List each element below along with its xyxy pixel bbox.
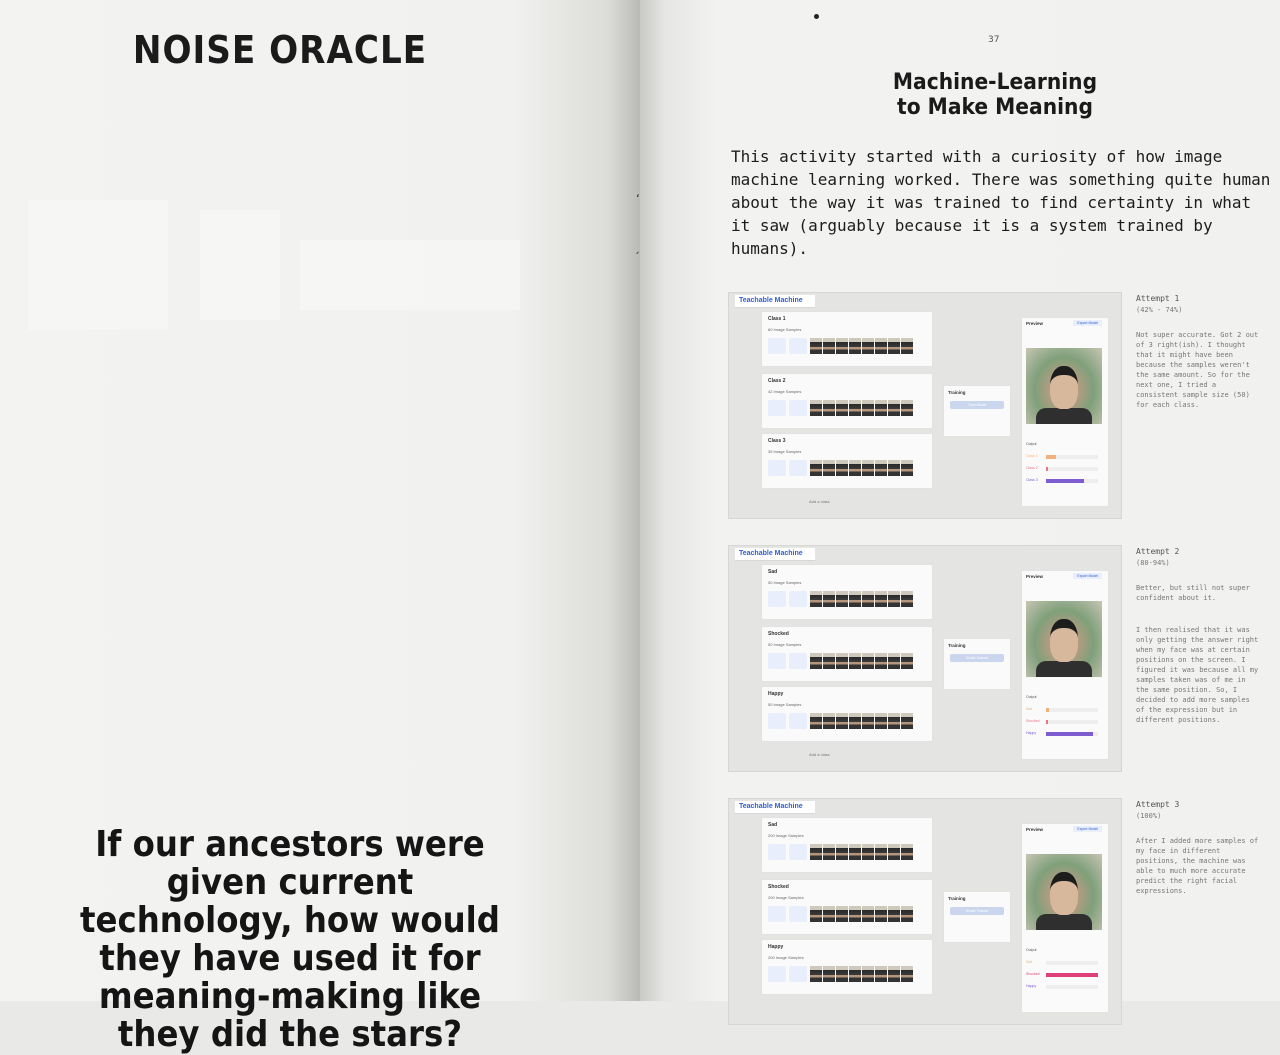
attempt-title: Attempt 2	[1136, 547, 1180, 556]
upload-button[interactable]	[789, 460, 807, 476]
sample-count: 42 Image Samples	[768, 389, 802, 394]
sample-thumbnail	[810, 653, 822, 669]
sample-thumbnail	[810, 400, 822, 416]
gutter-mark: ʻ	[636, 192, 640, 206]
heading-line: Machine-Learning	[892, 70, 1098, 95]
class-card	[761, 879, 933, 935]
sample-thumbnails	[810, 591, 913, 607]
export-model-button[interactable]: Export Model	[1073, 826, 1102, 832]
sample-thumbnail	[810, 844, 822, 860]
sample-thumbnail	[862, 591, 874, 607]
upload-button[interactable]	[789, 338, 807, 354]
train-model-button[interactable]: Model Trained	[950, 907, 1004, 915]
sample-thumbnails	[810, 713, 913, 729]
preview-card	[1021, 823, 1109, 1013]
upload-button[interactable]	[789, 653, 807, 669]
attempt-range: (42% - 74%)	[1136, 306, 1183, 314]
sample-thumbnails	[810, 460, 913, 476]
output-label: Output	[1026, 442, 1037, 446]
sample-thumbnail	[901, 713, 913, 729]
person-face	[1050, 619, 1078, 662]
sample-thumbnails	[810, 338, 913, 354]
sample-thumbnail	[901, 653, 913, 669]
sample-thumbnail	[875, 844, 887, 860]
add-class-button[interactable]: Add a class	[809, 752, 830, 757]
sample-thumbnail	[901, 906, 913, 922]
sample-thumbnail	[849, 966, 861, 982]
upload-button[interactable]	[789, 591, 807, 607]
sample-thumbnail	[862, 338, 874, 354]
sample-thumbnail	[810, 338, 822, 354]
webcam-button[interactable]	[768, 338, 786, 354]
confidence-bar	[1046, 720, 1098, 724]
training-label: Training	[948, 896, 966, 901]
sample-thumbnail	[849, 400, 861, 416]
sample-thumbnail	[836, 338, 848, 354]
sample-thumbnail	[849, 460, 861, 476]
app-label: Teachable Machine	[735, 548, 815, 561]
confidence-bar	[1046, 467, 1098, 471]
class-card	[761, 626, 933, 682]
sample-thumbnail	[849, 713, 861, 729]
class-card	[761, 373, 933, 429]
attempt-title: Attempt 1	[1136, 294, 1180, 303]
attempt-notes: Not super accurate. Got 2 out of 3 right(ish). I thought that it might have been because the samples weren't the same amount. So for the next one, I tried a consistent sample size (50) for each class.	[1136, 331, 1259, 409]
sample-thumbnail	[901, 400, 913, 416]
train-model-button[interactable]: Train Model	[950, 401, 1004, 409]
output-label: Output	[1026, 948, 1037, 952]
class-card	[761, 311, 933, 367]
bleed-through-shape	[200, 210, 280, 320]
sample-thumbnails	[810, 966, 913, 982]
sample-count: 200 Image Samples	[768, 833, 804, 838]
output-class-label: Shocked	[1026, 972, 1040, 976]
sample-thumbnail	[849, 653, 861, 669]
sample-thumbnail	[888, 591, 900, 607]
sample-count: 50 Image Samples	[768, 580, 802, 585]
class-name[interactable]: Class 3	[768, 438, 786, 444]
sample-thumbnails	[810, 653, 913, 669]
output-class-label: Happy	[1026, 984, 1037, 988]
sample-count: 39 Image Samples	[768, 449, 802, 454]
upload-button[interactable]	[789, 844, 807, 860]
sample-thumbnail	[836, 966, 848, 982]
sample-thumbnail	[849, 591, 861, 607]
attempt-notes: I then realised that it was only getting the answer right when my face was at certain positions on the screen. I figured it was because all my samples taken was of me in the same position. So, I decided to add more samples of the expression but in different positions.	[1136, 626, 1259, 724]
webcam-preview	[1026, 854, 1102, 930]
confidence-fill	[1046, 732, 1093, 736]
class-card	[761, 686, 933, 742]
upload-button[interactable]	[789, 966, 807, 982]
sample-thumbnail	[836, 400, 848, 416]
sample-thumbnail	[875, 338, 887, 354]
sample-thumbnail	[875, 591, 887, 607]
confidence-fill	[1046, 479, 1084, 483]
bleed-through-shape	[28, 200, 168, 330]
sample-thumbnail	[849, 906, 861, 922]
confidence-fill	[1046, 973, 1098, 977]
sample-thumbnail	[888, 653, 900, 669]
sample-thumbnail	[823, 906, 835, 922]
output-class-label: Class 1	[1026, 454, 1038, 458]
sample-thumbnail	[862, 844, 874, 860]
upload-button[interactable]	[789, 713, 807, 729]
sample-thumbnail	[875, 966, 887, 982]
sample-count: 200 Image Samples	[768, 895, 804, 900]
sample-thumbnail	[823, 591, 835, 607]
page-number: 37	[988, 35, 1000, 45]
sample-thumbnails	[810, 906, 913, 922]
export-model-button[interactable]: Export Model	[1073, 320, 1102, 326]
add-class-button[interactable]: Add a class	[809, 499, 830, 504]
preview-card	[1021, 317, 1109, 507]
webcam-button[interactable]	[768, 713, 786, 729]
person-shirt	[1036, 408, 1092, 424]
section-heading	[852, 70, 1137, 120]
attempt-title: Attempt 3	[1136, 800, 1180, 809]
sample-count: 50 Image Samples	[768, 702, 802, 707]
sample-thumbnail	[836, 653, 848, 669]
preview-label: Preview	[1026, 321, 1044, 326]
train-model-button[interactable]: Model Trained	[950, 654, 1004, 662]
teachable-machine-screenshot	[728, 545, 1122, 772]
confidence-fill	[1046, 708, 1049, 712]
training-card	[943, 891, 1011, 943]
sample-thumbnail	[862, 713, 874, 729]
preview-card	[1021, 570, 1109, 760]
teachable-machine-screenshot	[728, 292, 1122, 519]
intro-paragraph: This activity started with a curiosity of how image machine learning worked. There was something quite human about the way it was trained to find certainty in what it saw (arguably because it is a system trained by humans).	[731, 147, 1271, 258]
class-name[interactable]: Happy	[768, 944, 784, 950]
sample-thumbnail	[875, 653, 887, 669]
training-card	[943, 638, 1011, 690]
sample-thumbnail	[836, 591, 848, 607]
class-card	[761, 433, 933, 489]
preview-label: Preview	[1026, 827, 1044, 832]
sample-thumbnail	[862, 966, 874, 982]
class-name[interactable]: Shocked	[768, 631, 789, 637]
class-name[interactable]: Sad	[768, 569, 778, 575]
sample-thumbnail	[849, 844, 861, 860]
class-card	[761, 817, 933, 873]
attempt-notes: Better, but still not super confident about it.	[1136, 584, 1250, 602]
sample-thumbnail	[862, 653, 874, 669]
sample-thumbnail	[901, 966, 913, 982]
sample-thumbnail	[836, 844, 848, 860]
sample-thumbnail	[823, 460, 835, 476]
confidence-fill	[1046, 455, 1056, 459]
webcam-button[interactable]	[768, 966, 786, 982]
question-text: If our ancestors were given current technology, how would they have used it for meaning-making like they did the stars?	[80, 824, 500, 1055]
webcam-button[interactable]	[768, 591, 786, 607]
sample-thumbnail	[888, 400, 900, 416]
sample-thumbnail	[836, 713, 848, 729]
output-class-label: Shocked	[1026, 719, 1040, 723]
sample-thumbnail	[810, 591, 822, 607]
training-label: Training	[948, 390, 966, 395]
book-title: NOISE ORACLE	[132, 28, 428, 72]
attempt-notes: After I added more samples of my face in different positions, the machine was able to much more accurate predict the right facial expressions.	[1136, 837, 1259, 895]
sample-count: 60 Image Samples	[768, 327, 802, 332]
sample-thumbnail	[849, 338, 861, 354]
sample-thumbnail	[875, 460, 887, 476]
webcam-button[interactable]	[768, 653, 786, 669]
sample-thumbnail	[888, 966, 900, 982]
output-class-label: Sad	[1026, 960, 1033, 964]
confidence-fill	[1046, 720, 1048, 724]
sample-thumbnail	[810, 460, 822, 476]
sample-thumbnail	[836, 460, 848, 476]
sample-thumbnail	[875, 906, 887, 922]
output-class-label: Class 3	[1026, 478, 1038, 482]
webcam-button[interactable]	[768, 400, 786, 416]
upload-button[interactable]	[789, 906, 807, 922]
sample-thumbnail	[862, 906, 874, 922]
confidence-bar	[1046, 479, 1098, 483]
preview-label: Preview	[1026, 574, 1044, 579]
output-class-label: Happy	[1026, 731, 1037, 735]
class-name[interactable]: Happy	[768, 691, 784, 697]
person-shirt	[1036, 661, 1092, 677]
right-page	[640, 0, 1280, 1001]
class-card	[761, 564, 933, 620]
webcam-preview	[1026, 601, 1102, 677]
sample-thumbnail	[823, 713, 835, 729]
sample-thumbnail	[823, 966, 835, 982]
sample-thumbnail	[888, 460, 900, 476]
confidence-bar	[1046, 973, 1098, 977]
class-name[interactable]: Shocked	[768, 884, 789, 890]
sample-thumbnail	[823, 844, 835, 860]
sample-thumbnail	[836, 906, 848, 922]
sample-thumbnail	[901, 844, 913, 860]
confidence-bar	[1046, 732, 1098, 736]
output-label: Output	[1026, 695, 1037, 699]
sample-count: 200 Image Samples	[768, 955, 804, 960]
output-class-label: Sad	[1026, 707, 1033, 711]
sample-thumbnail	[888, 906, 900, 922]
sample-thumbnail	[901, 338, 913, 354]
sample-thumbnail	[810, 906, 822, 922]
person-face	[1050, 366, 1078, 409]
bleed-through-shape	[300, 240, 520, 310]
confidence-fill	[1046, 467, 1048, 471]
sample-thumbnail	[823, 338, 835, 354]
webcam-button[interactable]	[768, 844, 786, 860]
sample-thumbnail	[810, 966, 822, 982]
sample-thumbnail	[901, 591, 913, 607]
app-label: Teachable Machine	[735, 295, 815, 308]
training-card	[943, 385, 1011, 437]
upload-button[interactable]	[789, 400, 807, 416]
sample-thumbnail	[888, 844, 900, 860]
output-class-label: Class 2	[1026, 466, 1038, 470]
confidence-bar	[1046, 455, 1098, 459]
sample-thumbnail	[862, 400, 874, 416]
attempt-range: (100%)	[1136, 812, 1162, 820]
class-name[interactable]: Class 1	[768, 316, 786, 322]
person-face	[1050, 872, 1078, 915]
export-model-button[interactable]: Export Model	[1073, 573, 1102, 579]
webcam-button[interactable]	[768, 460, 786, 476]
page-dot	[814, 14, 819, 19]
person-shirt	[1036, 914, 1092, 930]
attempt-range: (80-94%)	[1136, 559, 1170, 567]
webcam-preview	[1026, 348, 1102, 424]
sample-thumbnail	[862, 460, 874, 476]
sample-thumbnail	[875, 713, 887, 729]
sample-thumbnail	[888, 713, 900, 729]
sample-thumbnail	[823, 653, 835, 669]
class-name[interactable]: Class 2	[768, 378, 786, 384]
class-name[interactable]: Sad	[768, 822, 778, 828]
sample-thumbnail	[823, 400, 835, 416]
class-card	[761, 939, 933, 995]
confidence-bar	[1046, 985, 1098, 989]
gutter-mark: ˏ	[634, 240, 640, 254]
confidence-bar	[1046, 961, 1098, 965]
heading-line: to Make Meaning	[897, 95, 1093, 120]
app-label: Teachable Machine	[735, 801, 815, 814]
sample-thumbnail	[901, 460, 913, 476]
sample-count: 50 Image Samples	[768, 642, 802, 647]
sample-thumbnails	[810, 400, 913, 416]
teachable-machine-screenshot	[728, 798, 1122, 1025]
webcam-button[interactable]	[768, 906, 786, 922]
sample-thumbnail	[888, 338, 900, 354]
sample-thumbnail	[810, 713, 822, 729]
training-label: Training	[948, 643, 966, 648]
sample-thumbnails	[810, 844, 913, 860]
confidence-bar	[1046, 708, 1098, 712]
sample-thumbnail	[875, 400, 887, 416]
